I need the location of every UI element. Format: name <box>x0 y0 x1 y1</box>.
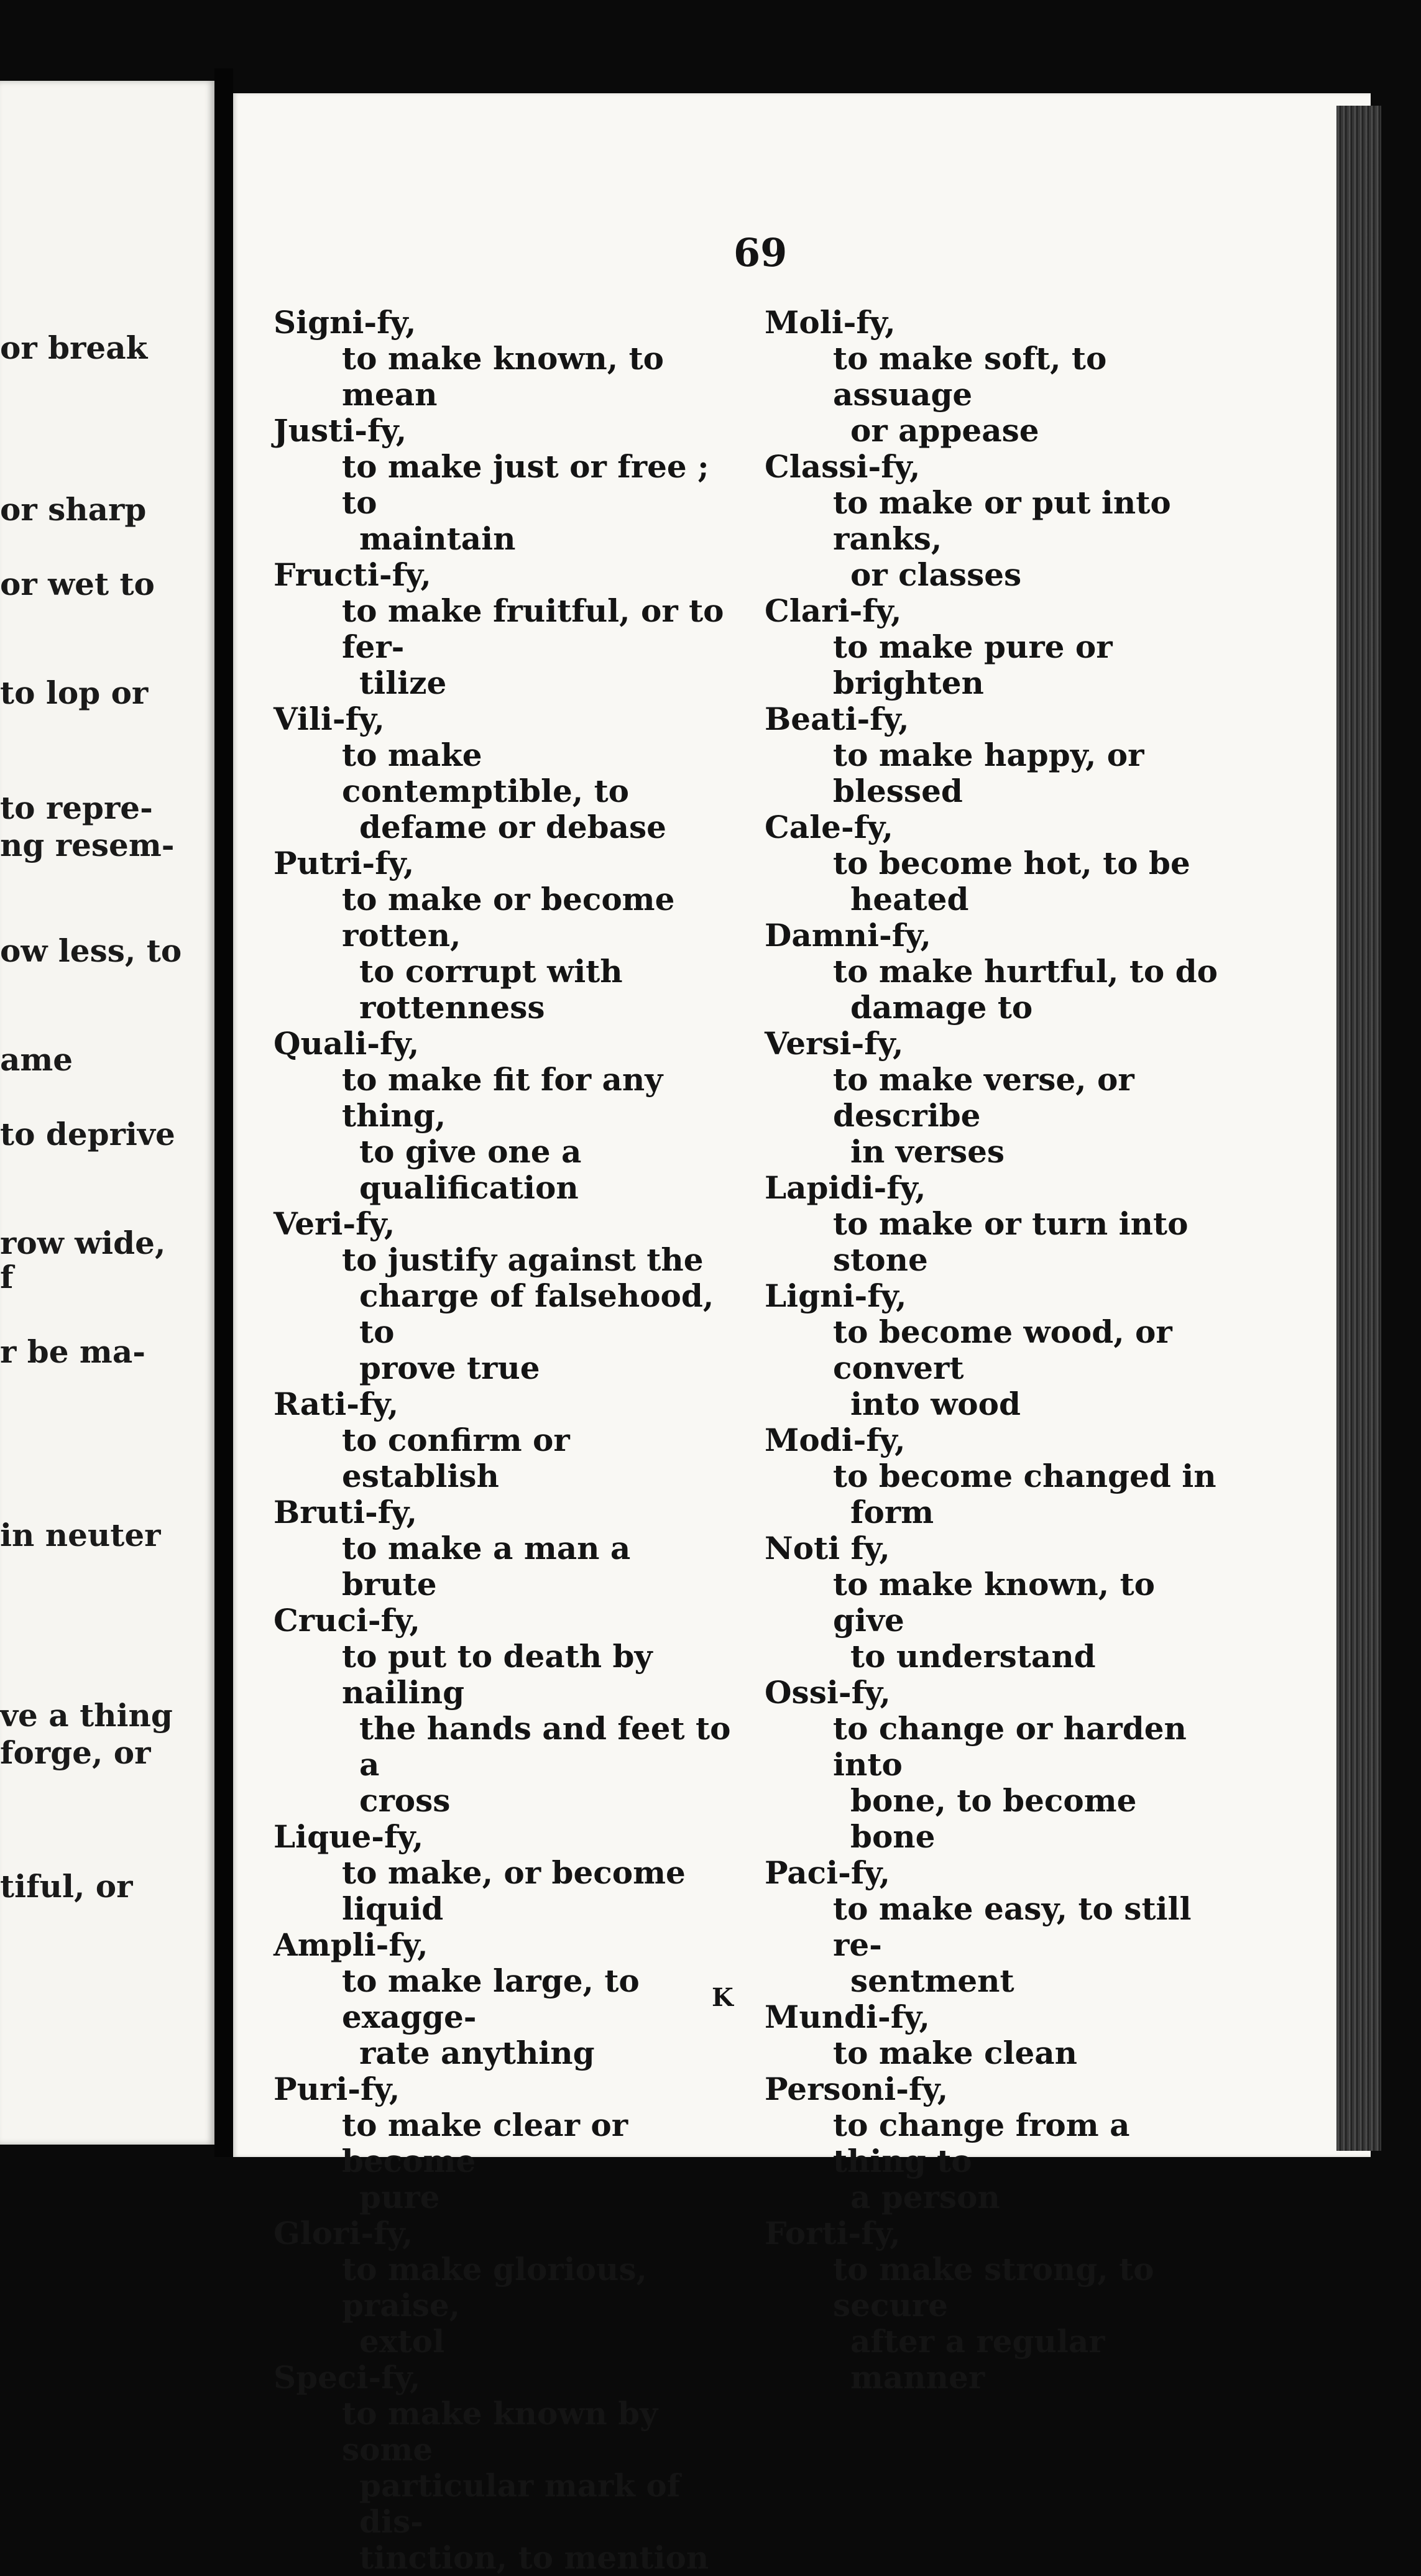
dictionary-entry <box>765 1422 1225 1530</box>
definition-line: to make happy, or blessed <box>833 737 1144 809</box>
left-fragment: forge, or <box>0 1734 151 1771</box>
headword: Modi-fy, <box>765 1422 906 1458</box>
dictionary-entry <box>765 809 1225 918</box>
definition <box>274 2252 733 2360</box>
headword: Damni-fy, <box>765 917 931 954</box>
definition <box>765 2252 1225 2396</box>
headword: Lique-fy, <box>274 1818 424 1855</box>
definition-line: to make, or become liquid <box>342 1854 686 1927</box>
facing-page-left <box>0 81 214 2145</box>
definition <box>274 2107 733 2215</box>
definition-line: to justify against the <box>342 1241 704 1278</box>
definition <box>765 1206 1225 1278</box>
dictionary-entry <box>274 845 733 1026</box>
definition <box>765 737 1225 809</box>
dictionary-entry <box>765 1855 1225 1999</box>
definition-line: to make clean <box>833 2035 1078 2071</box>
dictionary-entry <box>765 1675 1225 1855</box>
headword: Forti-fy, <box>765 2215 901 2252</box>
definition <box>274 1530 733 1603</box>
left-fragment: or wet to <box>0 566 155 602</box>
definition-line: bone, to become bone <box>850 1782 1137 1855</box>
definition-line: to make clear or become <box>342 2107 628 2179</box>
left-fragment: or sharp <box>0 491 147 528</box>
headword: Mundi-fy, <box>765 1999 930 2035</box>
definition <box>765 954 1225 1026</box>
dictionary-entry <box>765 918 1225 1026</box>
right-column <box>765 305 1225 2396</box>
dictionary-entry <box>274 1927 733 2071</box>
definition-line: pure <box>359 2179 440 2215</box>
definition-line: to make known, to mean <box>342 340 665 413</box>
dictionary-entry <box>765 593 1225 701</box>
definition-line: sentment <box>850 1962 1014 1999</box>
dictionary-entry <box>274 1206 733 1386</box>
headword: Veri-fy, <box>274 1205 395 1242</box>
definition-line: to make contemptible, to <box>342 737 630 809</box>
left-fragment: or break <box>0 329 148 366</box>
definition <box>765 1458 1225 1530</box>
left-fragment: tiful, or <box>0 1868 133 1905</box>
headword: Bruti-fy, <box>274 1494 417 1530</box>
definition <box>274 1422 733 1494</box>
headword: Cale-fy, <box>765 809 893 845</box>
left-fragment: ve a thing <box>0 1697 173 1734</box>
definition-line: to make or become rotten, <box>342 881 675 954</box>
definition-line: to become changed in <box>833 1458 1216 1494</box>
headword: Cruci-fy, <box>274 1602 420 1639</box>
definition-line: defame or debase <box>359 809 666 845</box>
headword: Signi-fy, <box>274 304 416 341</box>
definition <box>274 593 733 701</box>
headword: Puri-fy, <box>274 2071 400 2107</box>
definition-line: form <box>850 1494 934 1530</box>
definition-line: heated <box>850 881 969 918</box>
dictionary-entry <box>765 305 1225 449</box>
definition-line: to make known by some <box>342 2395 658 2468</box>
left-fragment: ow less, to <box>0 932 182 969</box>
headword: Rati-fy, <box>274 1386 399 1422</box>
dictionary-entry <box>274 2071 733 2215</box>
definition <box>274 2396 733 2576</box>
definition <box>765 1711 1225 1855</box>
definition <box>765 1891 1225 1999</box>
definition-line: prove true <box>359 1350 540 1386</box>
definition-line: to make or turn into stone <box>833 1205 1189 1278</box>
definition-line: or classes <box>850 556 1022 593</box>
definition <box>274 881 733 1026</box>
left-fragment: to lop or <box>0 674 149 711</box>
definition-line: to become wood, or convert <box>833 1313 1172 1386</box>
definition-line: cross <box>359 1782 451 1819</box>
page-number: 69 <box>733 230 788 275</box>
dictionary-entry <box>765 1999 1225 2071</box>
definition-line: damage to <box>850 989 1033 1026</box>
headword: Putri-fy, <box>274 845 415 881</box>
left-fragment: ng resem- <box>0 827 175 863</box>
page-edge <box>1336 106 1381 2151</box>
left-column <box>274 305 733 2576</box>
definition <box>765 845 1225 918</box>
dictionary-entry <box>765 1530 1225 1675</box>
dictionary-entry <box>765 1170 1225 1278</box>
definition <box>765 1314 1225 1422</box>
definition-line: the hands and feet to a <box>359 1710 731 1783</box>
dictionary-entry <box>765 2071 1225 2215</box>
left-fragment: to deprive <box>0 1116 175 1152</box>
headword: Paci-fy, <box>765 1854 891 1891</box>
dictionary-entry <box>765 1278 1225 1422</box>
headword: Lapidi-fy, <box>765 1169 926 1206</box>
definition <box>765 341 1225 449</box>
definition-line: to make just or free ; to <box>342 448 709 521</box>
definition-line: or appease <box>850 412 1039 449</box>
headword: Versi-fy, <box>765 1025 904 1062</box>
definition-line: to make soft, to assuage <box>833 340 1107 413</box>
dictionary-entry <box>274 413 733 557</box>
headword: Beati-fy, <box>765 701 909 737</box>
definition-line: to make fit for any thing, <box>342 1061 663 1134</box>
left-fragment: ame <box>0 1041 73 1078</box>
dictionary-entry <box>274 701 733 845</box>
dictionary-entry <box>274 305 733 413</box>
left-fragment: in neuter <box>0 1517 161 1553</box>
definition-line: to make verse, or describe <box>833 1061 1134 1134</box>
dictionary-entry <box>765 2215 1225 2396</box>
dictionary-entry <box>274 2215 733 2360</box>
definition-line: tilize <box>359 665 447 701</box>
definition-line: to corrupt with rottenness <box>359 953 623 1026</box>
definition-line: a person <box>850 2179 1000 2215</box>
definition <box>765 629 1225 701</box>
headword: Personi-fy, <box>765 2071 949 2107</box>
dictionary-entry <box>274 1494 733 1603</box>
headword: Fructi-fy, <box>274 556 431 593</box>
definition-line: into wood <box>850 1386 1021 1422</box>
definition <box>274 1062 733 1206</box>
definition-line: charge of falsehood, to <box>359 1277 714 1350</box>
definition-line: to make large, to exagge- <box>342 1962 640 2035</box>
definition-line: to make strong, to secure <box>833 2251 1154 2324</box>
headword: Moli-fy, <box>765 304 896 341</box>
definition-line: maintain <box>359 520 516 557</box>
headword: Classi-fy, <box>765 448 921 485</box>
definition-line: to become hot, to be <box>833 845 1190 881</box>
definition-line: to understand <box>850 1638 1096 1675</box>
definition-line: to make glorious, praise, <box>342 2251 647 2324</box>
definition <box>765 1062 1225 1170</box>
definition-line: to put to death by nailing <box>342 1638 653 1711</box>
definition <box>765 485 1225 593</box>
definition <box>274 1855 733 1927</box>
definition <box>765 2107 1225 2215</box>
dictionary-entry <box>274 1026 733 1206</box>
dictionary-entry <box>274 1819 733 1927</box>
dictionary-entry <box>765 449 1225 593</box>
dictionary-entry <box>765 1026 1225 1170</box>
definition-line: to confirm or establish <box>342 1422 570 1494</box>
definition-line: tinction, to mention <box>359 2539 709 2576</box>
definition-line: to make known, to give <box>833 1566 1156 1639</box>
headword: Clari-fy, <box>765 592 902 629</box>
headword: Ampli-fy, <box>274 1926 428 1963</box>
definition-line: particular mark of dis- <box>359 2467 681 2540</box>
definition <box>274 1242 733 1386</box>
definition-line: in verses <box>850 1133 1005 1170</box>
definition <box>274 737 733 845</box>
definition <box>274 341 733 413</box>
left-fragment: row wide, <box>0 1225 166 1261</box>
headword: Vili-fy, <box>274 701 385 737</box>
definition-line: extol <box>359 2323 445 2360</box>
definition <box>274 1963 733 2071</box>
definition-line: rate anything <box>359 2035 595 2071</box>
definition-line: to change or harden into <box>833 1710 1187 1783</box>
left-fragment: to repre- <box>0 789 153 826</box>
definition-line: to make easy, to still re- <box>833 1890 1192 1963</box>
definition <box>765 1566 1225 1675</box>
definition <box>765 2035 1225 2071</box>
headword: Glori-fy, <box>274 2215 413 2252</box>
book-gutter <box>214 68 233 2157</box>
headword: Speci-fy, <box>274 2359 421 2396</box>
left-fragment: r be ma- <box>0 1333 145 1370</box>
definition-line: to change from a thing to <box>833 2107 1130 2179</box>
dictionary-entry <box>274 2360 733 2576</box>
definition-line: after a regular manner <box>850 2323 1105 2396</box>
headword: Noti fy, <box>765 1530 890 1566</box>
definition-line: to make fruitful, or to fer- <box>342 592 724 665</box>
dictionary-entry <box>765 701 1225 809</box>
dictionary-entry <box>274 1386 733 1494</box>
headword: Ossi-fy, <box>765 1674 891 1711</box>
left-fragment: f <box>0 1259 14 1295</box>
definition-line: to make a man a brute <box>342 1530 631 1603</box>
definition <box>274 449 733 557</box>
definition-line: to give one a qualification <box>359 1133 582 1206</box>
definition-line: to make pure or brighten <box>833 628 1113 701</box>
definition-line: to make hurtful, to do <box>833 953 1218 990</box>
definition-line: to make or put into ranks, <box>833 484 1171 557</box>
headword: Justi-fy, <box>274 412 407 449</box>
definition <box>274 1639 733 1819</box>
dictionary-entry <box>274 557 733 701</box>
signature-mark: K <box>712 1983 733 2012</box>
dictionary-entry <box>274 1603 733 1819</box>
headword: Ligni-fy, <box>765 1277 907 1314</box>
headword: Quali-fy, <box>274 1025 420 1062</box>
